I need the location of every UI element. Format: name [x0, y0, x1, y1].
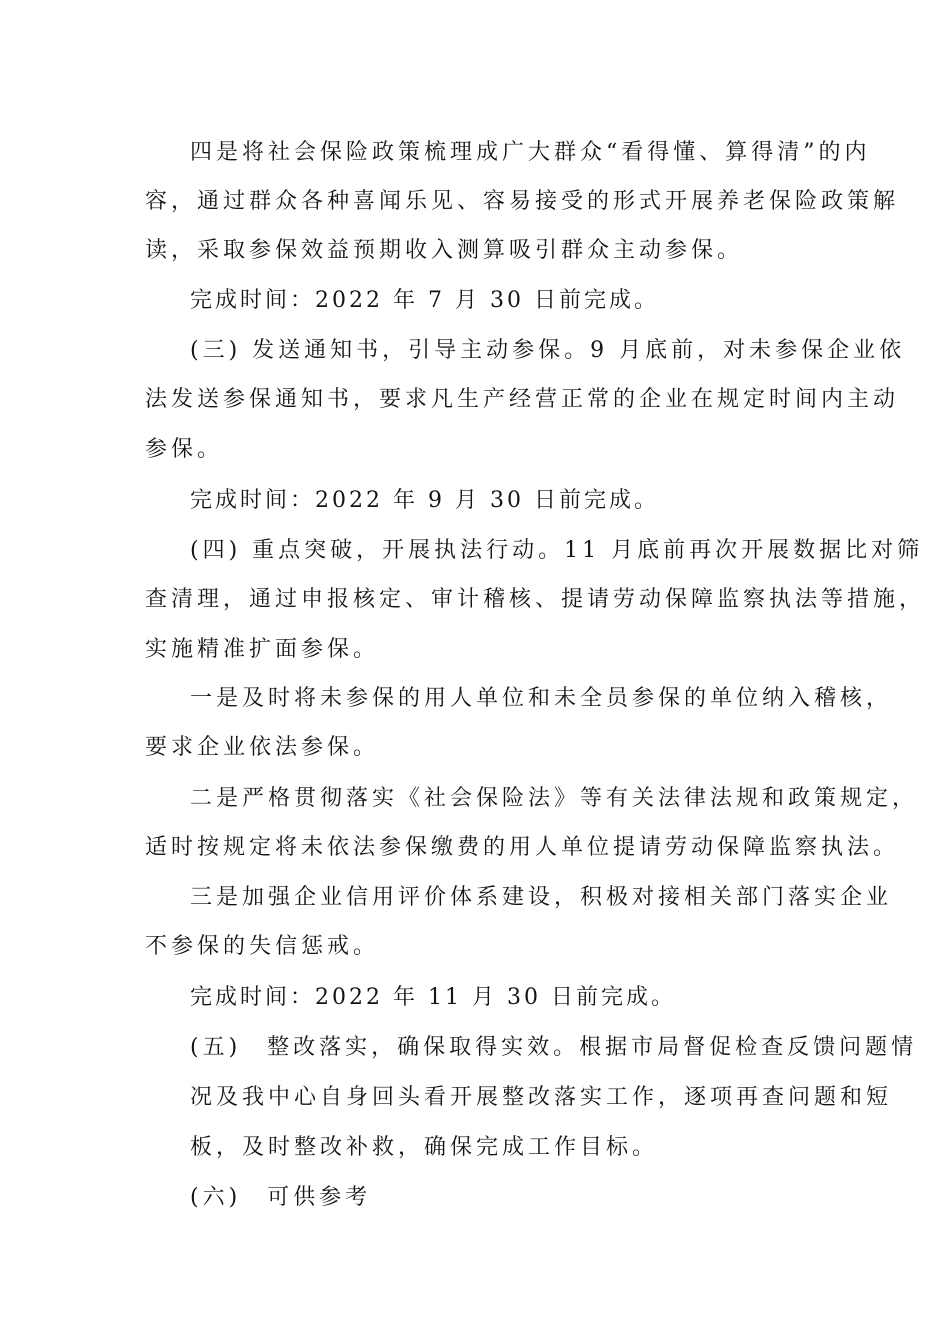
paragraph-line: 板，及时整改补救，确保完成工作目标。	[190, 1135, 659, 1160]
paragraph-line: 读，采取参保效益预期收入测算吸引群众主动参保。	[145, 238, 744, 263]
paragraph-line: 查清理，通过申报核定、审计稽核、提请劳动保障监察执法等措施，	[145, 587, 926, 612]
paragraph-line: 况及我中心自身回头看开展整改落实工作，逐项再查问题和短	[190, 1085, 893, 1110]
paragraph-line: 四是将社会保险政策梳理成广大群众“看得懂、算得清”的内	[190, 140, 871, 165]
paragraph-line: 参保。	[145, 437, 224, 462]
section-heading-line: (五) 整改落实，确保取得实效。根据市局督促检查反馈问题情	[190, 1035, 918, 1060]
paragraph-line: 要求企业依法参保。	[145, 735, 380, 760]
paragraph-line: 一是及时将未参保的用人单位和未全员参保的单位纳入稽核，	[190, 686, 893, 711]
paragraph-line: 适时按规定将未依法参保缴费的用人单位提请劳动保障监察执法。	[145, 835, 900, 860]
paragraph-line: 二是严格贯彻落实《社会保险法》等有关法律法规和政策规定，	[190, 786, 919, 811]
paragraph-line: 法发送参保通知书，要求凡生产经营正常的企业在规定时间内主动	[145, 387, 900, 412]
section-heading-line: (六) 可供参考	[190, 1185, 372, 1210]
completion-time-line: 完成时间：2022 年 11 月 30 日前完成。	[190, 985, 676, 1010]
paragraph-line: 容，通过群众各种喜闻乐见、容易接受的形式开展养老保险政策解	[145, 189, 900, 214]
paragraph-line: 三是加强企业信用评价体系建设，积极对接相关部门落实企业	[190, 885, 893, 910]
completion-time-line: 完成时间：2022 年 7 月 30 日前完成。	[190, 288, 659, 313]
completion-time-line: 完成时间：2022 年 9 月 30 日前完成。	[190, 488, 659, 513]
paragraph-line: 不参保的失信惩戒。	[145, 934, 380, 959]
section-heading-line: (四) 重点突破，开展执法行动。11 月底前再次开展数据比对筛	[190, 538, 924, 563]
section-heading-line: (三) 发送通知书，引导主动参保。9 月底前，对未参保企业依	[190, 338, 906, 363]
paragraph-line: 实施精准扩面参保。	[145, 637, 380, 662]
